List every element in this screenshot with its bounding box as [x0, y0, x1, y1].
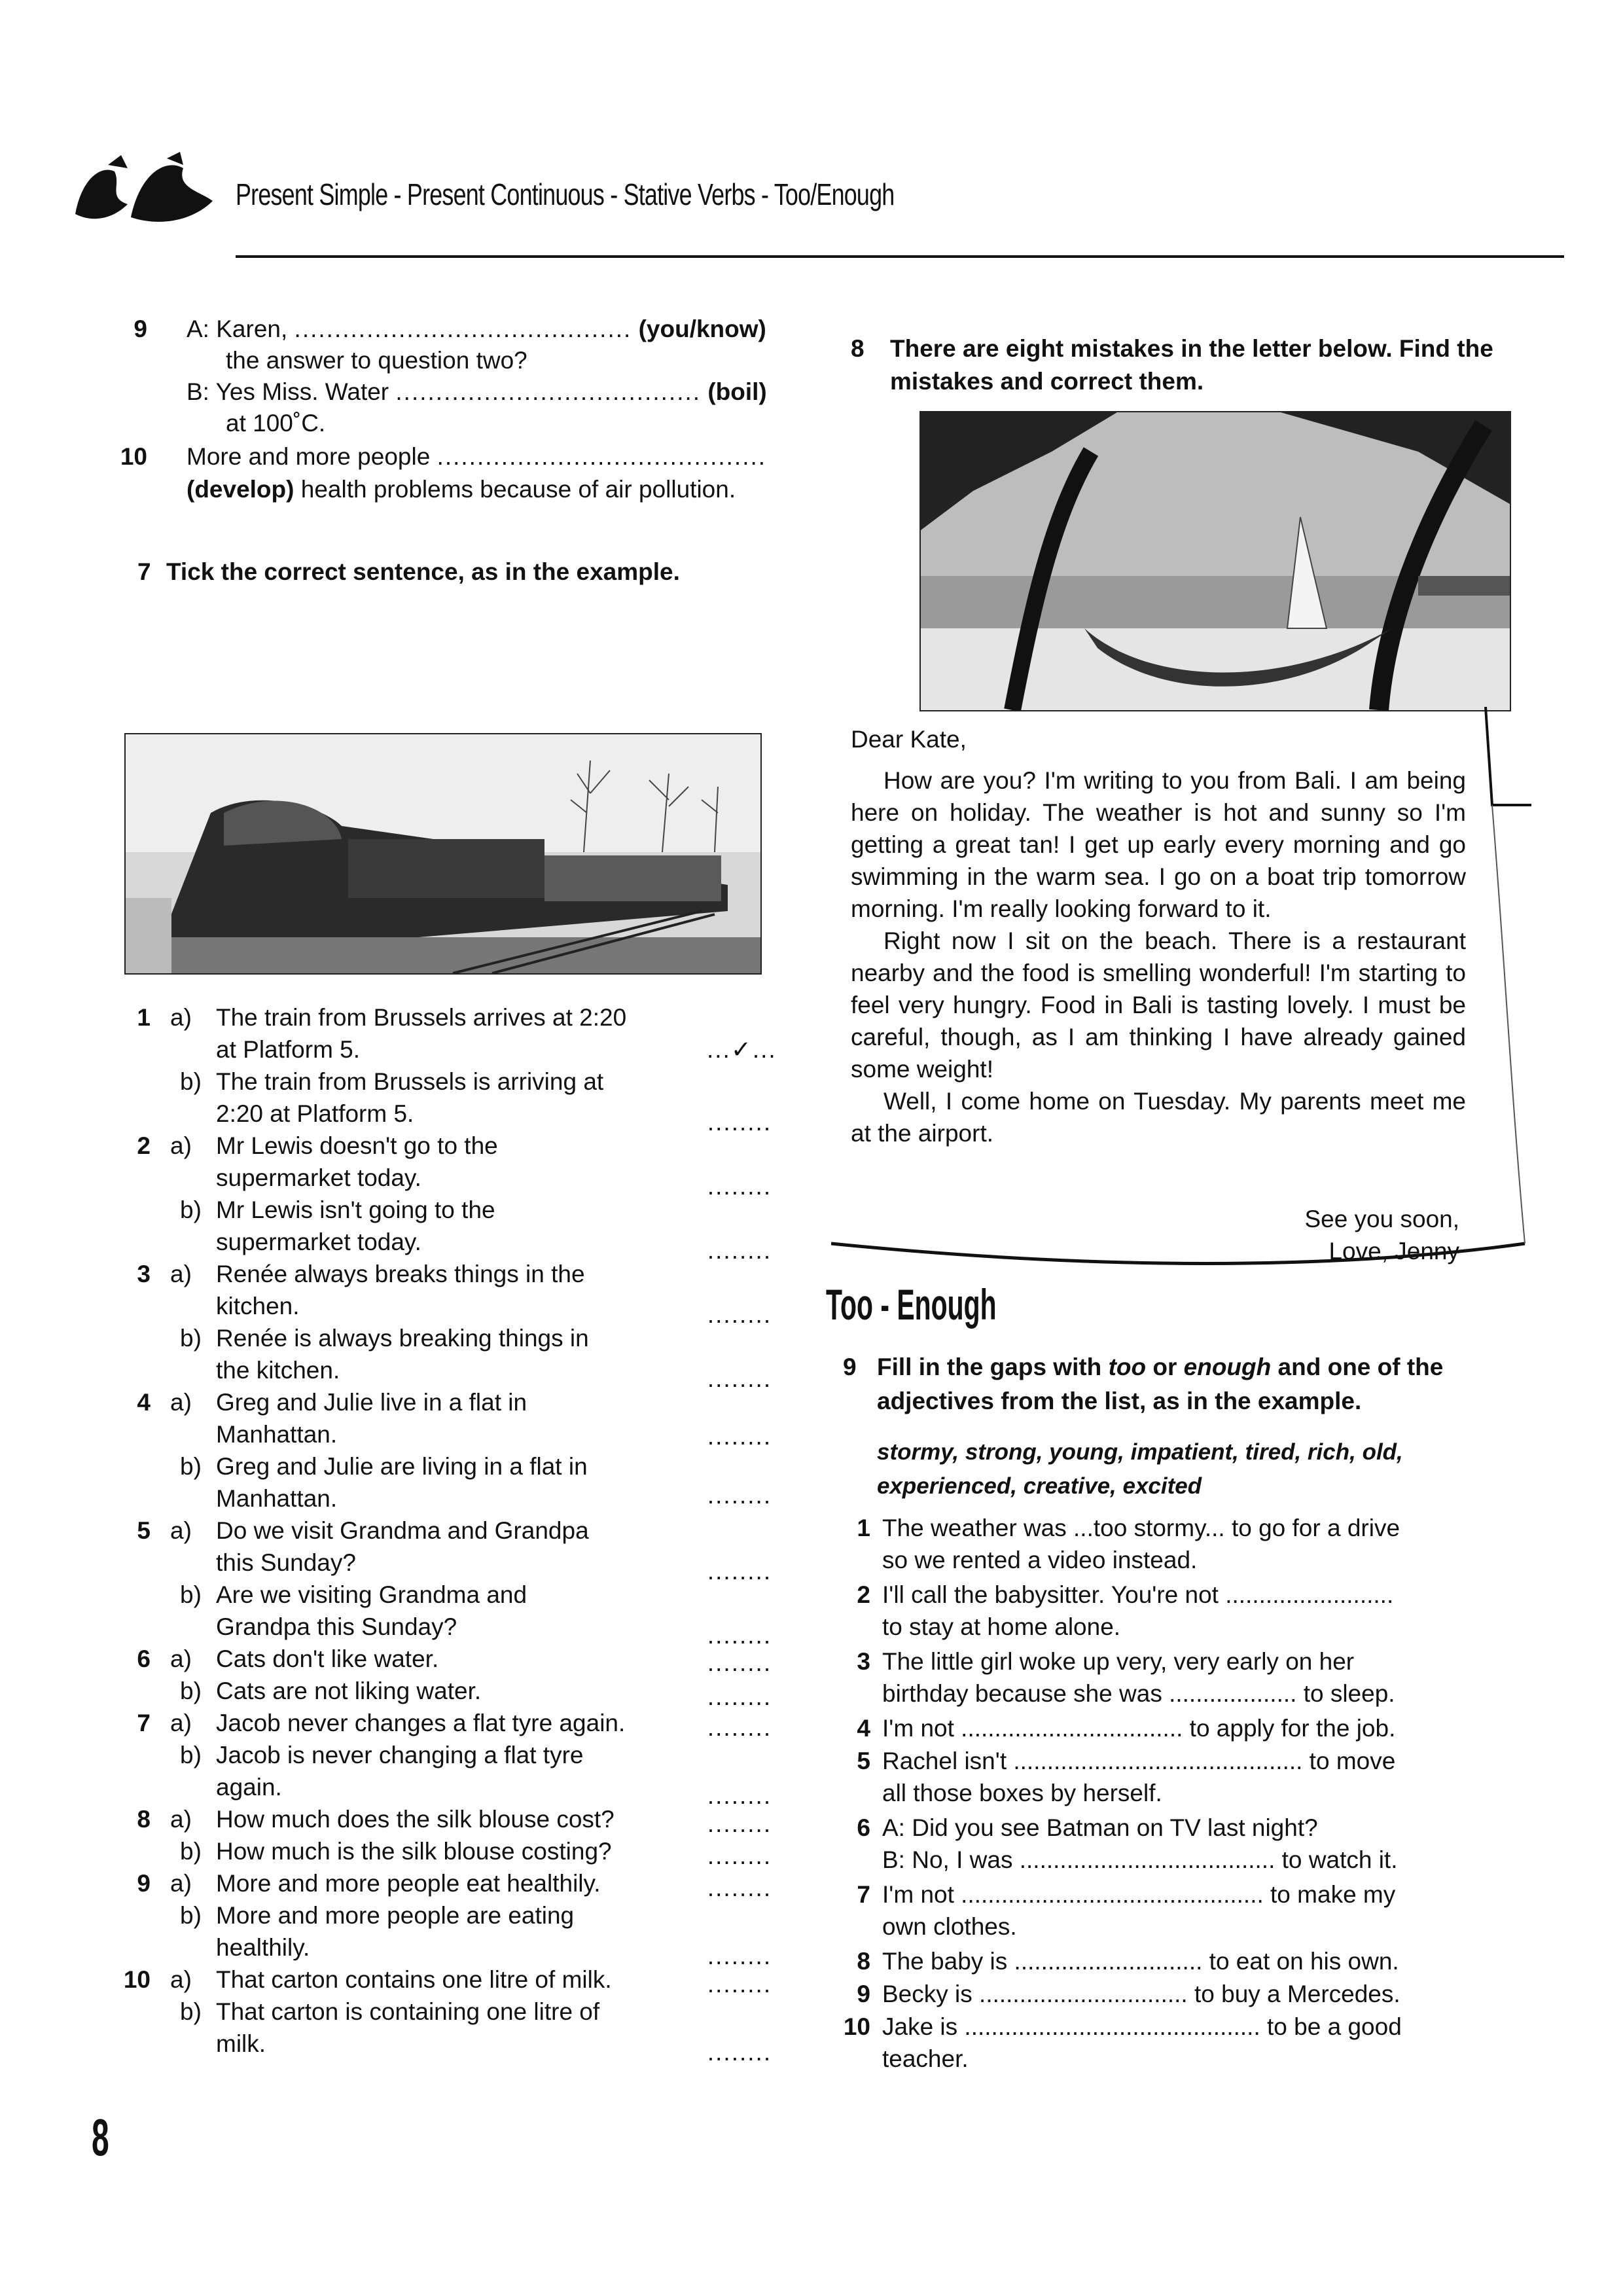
- option-label: a): [170, 1132, 192, 1159]
- answer-blank[interactable]: ........: [707, 1683, 772, 1710]
- item-number: 3: [857, 1648, 870, 1675]
- option-label: b): [180, 1902, 202, 1929]
- option-label: b): [180, 1998, 202, 2025]
- exercise-8-heading: 8 There are eight mistakes in the letter below. Find the mistakes and correct them.: [851, 335, 1493, 395]
- gap-sentence: I'm not ............................................. to make my: [882, 1881, 1396, 1908]
- letter-page-curl-decoration: [831, 707, 1544, 1283]
- gap-sentence: Jake is ............................................ to be a good: [882, 2013, 1402, 2040]
- option-label: a): [170, 1004, 192, 1031]
- option-text: Cats are not liking water.: [216, 1677, 482, 1704]
- item-number: 10: [123, 1966, 151, 1993]
- answer-blank[interactable]: ........: [707, 1301, 772, 1328]
- answer-blank[interactable]: ........: [707, 1810, 772, 1837]
- option-text: How much does the silk blouse cost?: [216, 1806, 615, 1833]
- ex6-item10-line1: More and more people .........................................: [187, 443, 767, 470]
- option-text: Greg and Julie live in a flat in: [216, 1389, 527, 1416]
- item-number: 10: [843, 2013, 870, 2040]
- option-text: How much is the silk blouse costing?: [216, 1838, 612, 1865]
- option-label: b): [180, 1677, 202, 1704]
- answer-blank[interactable]: ........: [707, 1423, 772, 1450]
- option-text: Renée is always breaking things in: [216, 1325, 589, 1352]
- answer-blank[interactable]: ........: [707, 1482, 772, 1509]
- gap-sentence: The weather was ...too stormy... to go for a drive: [882, 1515, 1400, 1541]
- item-number: 2: [857, 1581, 870, 1608]
- option-label: b): [180, 1581, 202, 1608]
- option-text: Grandpa this Sunday?: [216, 1613, 457, 1640]
- option-text: The train from Brussels is arriving at: [216, 1068, 604, 1095]
- item-number: 3: [137, 1261, 151, 1287]
- item-number: 4: [857, 1715, 870, 1742]
- item-number: 7: [857, 1881, 870, 1908]
- item-number: 5: [857, 1748, 870, 1774]
- option-text: kitchen.: [216, 1293, 300, 1319]
- option-label: a): [170, 1870, 192, 1897]
- ex6-item9-line3: B: Yes Miss. Water ...................................... (boil): [187, 378, 767, 405]
- item-number: 9: [137, 1870, 151, 1897]
- option-label: a): [170, 1645, 192, 1672]
- gap-sentence: Rachel isn't ........................................... to move: [882, 1748, 1396, 1774]
- option-label: a): [170, 1966, 192, 1993]
- option-text: Renée always breaks things in the: [216, 1261, 585, 1287]
- gap-sentence: teacher.: [882, 2045, 969, 2072]
- item-number: 8: [857, 1948, 870, 1975]
- letter-greeting: Dear Kate,: [851, 726, 967, 753]
- gap-sentence: The little girl woke up very, very early on her: [882, 1648, 1355, 1675]
- option-label: a): [170, 1710, 192, 1736]
- answer-blank-checked[interactable]: ...✓...: [707, 1036, 777, 1063]
- item-number: 1: [857, 1515, 870, 1541]
- option-text: The train from Brussels arrives at 2:20: [216, 1004, 627, 1031]
- header-divider: [236, 255, 1564, 258]
- answer-blank[interactable]: ........: [707, 1874, 772, 1901]
- letter-paragraph: How are you? I'm writing to you from Bali. I am being here on holiday. The weather is hot and sunny so I'm getting a great tan! I get up early every morning and go swimming in the warm sea. I go on a boat trip tomorrow morning. I'm really looking forward to it.: [851, 767, 1466, 922]
- item-number: 9: [134, 315, 147, 342]
- option-label: b): [180, 1325, 202, 1352]
- gap-sentence: The baby is ............................ to eat on his own.: [882, 1948, 1399, 1975]
- item-number: 1: [137, 1004, 151, 1031]
- gap-sentence: own clothes.: [882, 1913, 1017, 1940]
- item-number: 2: [137, 1132, 151, 1159]
- ex6-item9-line2: the answer to question two?: [226, 347, 527, 374]
- gap-sentence: I'll call the babysitter. You're not .........................: [882, 1581, 1394, 1608]
- item-number: 9: [857, 1981, 870, 2007]
- item-number: 8: [137, 1806, 151, 1833]
- option-label: b): [180, 1068, 202, 1095]
- answer-blank[interactable]: ........: [707, 1109, 772, 1136]
- answer-blank[interactable]: ........: [707, 2039, 772, 2066]
- page-number: 8: [92, 2108, 109, 2166]
- adjective-word-list: stormy, strong, young, impatient, tired, rich, old, experienced, creative, excited: [877, 1439, 1403, 1499]
- answer-blank[interactable]: ........: [707, 1714, 772, 1741]
- gap-sentence: to stay at home alone.: [882, 1613, 1121, 1640]
- option-text: Jacob never changes a flat tyre again.: [216, 1710, 626, 1736]
- answer-blank[interactable]: ........: [707, 1622, 772, 1649]
- letter-paragraph: Well, I come home on Tuesday. My parents meet me at the airport.: [851, 1088, 1466, 1147]
- item-number: 5: [137, 1517, 151, 1544]
- answer-blank[interactable]: ........: [707, 1782, 772, 1809]
- item-number: 7: [137, 1710, 151, 1736]
- item-number: 10: [120, 443, 147, 470]
- option-text: again.: [216, 1774, 282, 1801]
- option-label: b): [180, 1196, 202, 1223]
- answer-blank[interactable]: ........: [707, 1365, 772, 1392]
- gap-sentence: B: No, I was ...................................... to watch it.: [882, 1846, 1398, 1873]
- option-text: Mr Lewis isn't going to the: [216, 1196, 495, 1223]
- ex6-item9-line4: at 100˚C.: [226, 410, 326, 437]
- answer-blank[interactable]: ........: [707, 1943, 772, 1969]
- option-text: supermarket today.: [216, 1164, 421, 1191]
- beach-hammock-photo: [919, 411, 1511, 711]
- item-number: 6: [137, 1645, 151, 1672]
- letter-paragraph: Right now I sit on the beach. There is a restaurant nearby and the food is smelling wonderful! I'm starting to feel very hungry. Food in Bali is tasting lovely. I must be careful, though, as I am thinking I have already gained some weight!: [851, 927, 1466, 1083]
- option-label: b): [180, 1742, 202, 1768]
- option-text: Greg and Julie are living in a flat in: [216, 1453, 588, 1480]
- gap-sentence: so we rented a video instead.: [882, 1547, 1198, 1573]
- ex6-item10-line2: (develop) health problems because of air pollution.: [187, 476, 736, 503]
- item-number: 6: [857, 1814, 870, 1841]
- gap-sentence: Becky is ............................... to buy a Mercedes.: [882, 1981, 1400, 2007]
- header-logo-icon: [69, 152, 219, 230]
- exercise-7-heading: 7 Tick the correct sentence, as in the example.: [137, 558, 680, 585]
- section-title-too-enough: Too - Enough: [826, 1280, 997, 1329]
- option-text: Do we visit Grandma and Grandpa: [216, 1517, 589, 1544]
- option-text: Jacob is never changing a flat tyre: [216, 1742, 584, 1768]
- item-number: 4: [137, 1389, 151, 1416]
- option-text: More and more people are eating: [216, 1902, 575, 1929]
- gap-sentence: I'm not ................................. to apply for the job.: [882, 1715, 1396, 1742]
- option-label: a): [170, 1806, 192, 1833]
- option-text: That carton contains one litre of milk.: [216, 1966, 612, 1993]
- gap-sentence: A: Did you see Batman on TV last night?: [882, 1814, 1318, 1841]
- answer-blank[interactable]: ........: [707, 1971, 772, 1998]
- option-text: the kitchen.: [216, 1357, 340, 1384]
- gap-sentence: all those boxes by herself.: [882, 1780, 1162, 1806]
- option-text: healthily.: [216, 1934, 310, 1961]
- answer-blank[interactable]: ........: [707, 1649, 772, 1676]
- option-text: Manhattan.: [216, 1485, 338, 1512]
- option-text: 2:20 at Platform 5.: [216, 1100, 414, 1127]
- option-text: Manhattan.: [216, 1421, 338, 1448]
- ex6-item9-line1: A: Karen, .......................................... (you/know): [187, 315, 766, 342]
- page-header-title: Present Simple - Present Continuous - Stative Verbs - Too/Enough: [236, 177, 895, 211]
- option-text: milk.: [216, 2030, 266, 2057]
- option-label: a): [170, 1261, 192, 1287]
- option-label: a): [170, 1389, 192, 1416]
- option-text: at Platform 5.: [216, 1036, 361, 1063]
- option-label: b): [180, 1453, 202, 1480]
- option-text: More and more people eat healthily.: [216, 1870, 601, 1897]
- option-text: this Sunday?: [216, 1549, 356, 1576]
- letter-signoff: See you soon, Love, Jenny: [1304, 1206, 1459, 1265]
- option-text: Are we visiting Grandma and: [216, 1581, 527, 1608]
- answer-blank[interactable]: ........: [707, 1173, 772, 1200]
- answer-blank[interactable]: ........: [707, 1842, 772, 1869]
- option-text: Mr Lewis doesn't go to the: [216, 1132, 498, 1159]
- gap-sentence: birthday because she was ................... to sleep.: [882, 1680, 1395, 1707]
- exercise-9-heading: 9 Fill in the gaps with too or enough and one of the adjectives from the list, as in the example.: [843, 1354, 1444, 1414]
- answer-blank[interactable]: ........: [707, 1237, 772, 1264]
- answer-blank[interactable]: ........: [707, 1558, 772, 1585]
- train-photo: [124, 733, 762, 975]
- option-text: supermarket today.: [216, 1229, 421, 1255]
- option-text: Cats don't like water.: [216, 1645, 439, 1672]
- option-label: b): [180, 1838, 202, 1865]
- option-text: That carton is containing one litre of: [216, 1998, 600, 2025]
- option-label: a): [170, 1517, 192, 1544]
